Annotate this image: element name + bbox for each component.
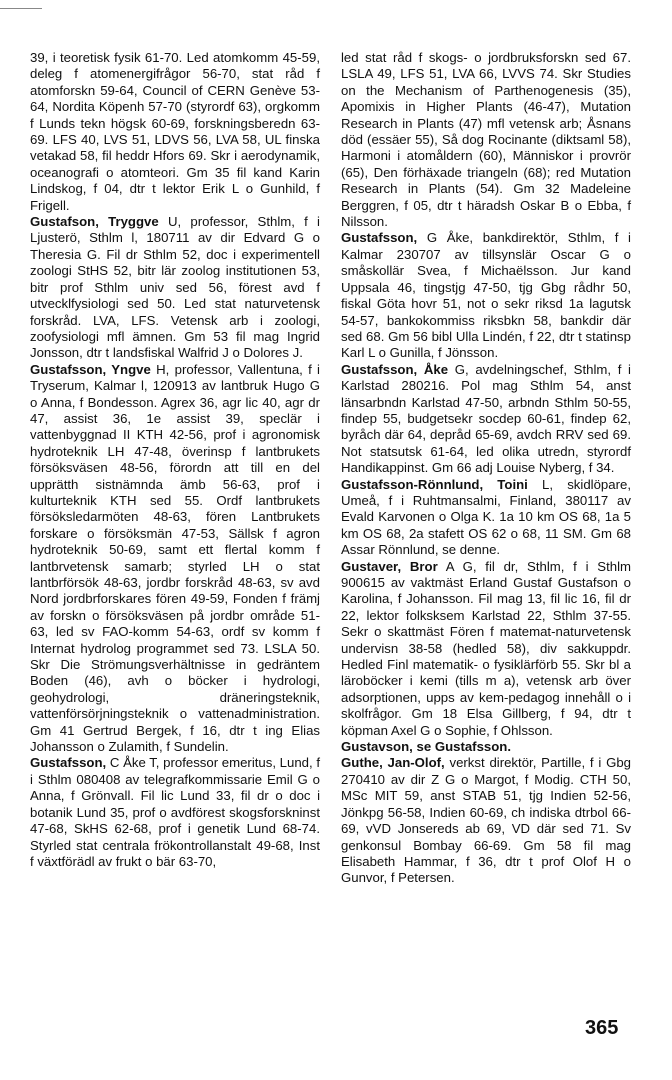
left-column	[30, 50, 320, 870]
entry-text: 39, i teoretisk fysik 61-70. Led atomkomm 45-59, deleg f atomenergifrågor 56-70, stat råd f atomforskn 59-64, Council of CERN Genève 53-64, Nordita Köpenh 57-70 (styrordf 63), orgkomm f Lunds tekn högsk 60-69, forskningsberedn 63-69. LFS 40, LVS 51, LDVS 56, LVA 58, UL finska vetakad 58, fil heddr Hfors 69. Skr i aerodynamik, oceanografi o atomteori. Gm 35 fil kand Karin Lindskog, f 04, dtr t lektor Erik L o Gunhild, f Frigell.	[30, 50, 320, 213]
top-rule	[0, 8, 42, 9]
entry-name: Gustafsson-Rönnlund, Toini	[341, 476, 528, 492]
entry-text: led stat råd f skogs- o jordbruksforskn sed 67. LSLA 49, LFS 51, LVA 66, LVVS 74. Skr Studies on the Mechanism of Parthenogenesis (35), Apomixis in Higher Plants (46-47), Mutation Research in Plants (47) mfl vetensk arb; Åsnans död (essäer 55), Så dog Rocinante (diktsaml 58), Harmoni i atomåldern (60), Människor i provrör (65), Den förhäxade triangeln (68); red Mutation Research in Plants (54). Gm 32 Madeleine Berggren, f 05, dtr t häradsh Oskar B o Ebba, f Nilsson.	[341, 50, 631, 230]
entry-text: U, professor, Sthlm, f i Ljusterö, Sthlm l, 180711 av dir Edvard G o Theresia G. Fil dr Sthlm 52, doc i experimentell zoologi StHS 52, bitr lär zoolog institutionen 53, bitr prof Sthlm univ sed 56, förest avd f utvecklfysiologi sed 50. Led stat naturvetensk forskråd. LVA, LFS. Vetensk arb i zoologi, zoofysiologi mfl ämnen. Gm 53 fil mag Ingrid Jonsson, dtr t landsfiskal Walfrid J o Dolores J.	[30, 214, 320, 361]
right-column	[341, 50, 631, 887]
entry-text: C Åke T, professor emeritus, Lund, f i Sthlm 080408 av telegrafkommissarie Emil G o Anna, f Grönvall. Fil lic Lund 33, fil dr o doc i botanik Lund 35, prof o avdförest skogsforskninst 47-68, SkHS 62-68, prof i genetik Lund 68-74. Styrled stat centrala frökontrollanstalt 49-68, Inst f växtförädl av frukt o bär 63-70,	[30, 755, 320, 869]
page-number: 365	[585, 1017, 619, 1039]
entry-name: Guthe, Jan-Olof,	[341, 755, 445, 771]
entry-text: verkst direktör, Partille, f i Gbg 270410 av dir Z G o Margot, f Modig. CTH 50, MSc MIT 59, anst STAB 51, tjg Indien 52-56, Jönkpg 56-58, Indien 60-69, ch indiska dtrbol 66-69, vVD Jonsereds ab 69, VD där sed 71. Sv genkonsul Bombay 66-69. Gm 58 fil mag Elisabeth Hammar, f 36, dtr t prof Olof H o Gunvor, f Petersen.	[341, 755, 631, 886]
entry-gustafsson-yngve	[30, 362, 320, 756]
entry-text: L, skidlöpare, Umeå, f i Ruhtmansalmi, Finland, 380117 av Evald Karvonen o Olga K. 1a 10 km OS 68, 1a 5 km OS 68, 2a stafett OS 62 o 68, 11 SM. Gm 68 Assar Rönnlund, se denne.	[341, 476, 631, 558]
entry-name: Gustafson, Tryggve	[30, 214, 159, 230]
entry-guthe-jan-olof	[341, 755, 631, 886]
entry-text: G, avdelningschef, Sthlm, f i Karlstad 280216. Pol mag Sthlm 54, anst länsarbndn Karlstad 47-50, arbndn Sthlm 50-55, findep 55, budgetsekr socdep 60-61, findep 62, byråch där 64, depråd 65-69, avdch RRV sed 69. Not statsutsk 61-64, led olika utredn, styrordf Handikappinst. Gm 66 adj Louise Nyberg, f 34.	[341, 361, 631, 476]
entry-continuation-right	[341, 50, 631, 230]
entry-name: Gustavson, se Gustafsson.	[341, 739, 512, 755]
entry-gustafsson-ronnlund-toini	[341, 477, 631, 559]
entry-gustavson-reference	[341, 739, 631, 755]
entry-name: Gustafsson, Åke	[341, 361, 449, 377]
entry-gustafson-tryggve	[30, 214, 320, 362]
entry-gustaver-bror	[341, 559, 631, 739]
entry-text: G Åke, bankdirektör, Sthlm, f i Kalmar 230707 av tillsynslär Oscar G o småskollär Svea, f Michaëlsson. Jur kand Uppsala 46, tingstjg 47-50, tjg Gbg rådhr 50, fiskal Göta hovr 51, not o sekr riksd 1a lagutsk 54-57, bankokommiss riksbkn 58, bankdir där sed 68. Gm 56 bibl Ulla Lindén, f 22, dtr t statinsp Karl L o Gunilla, f Jönsson.	[341, 230, 631, 361]
entry-name: Gustafsson,	[341, 230, 418, 246]
entry-gustafsson-ake	[341, 362, 631, 477]
entry-name: Gustaver, Bror	[341, 558, 438, 574]
entry-text: H, professor, Vallentuna, f i Tryserum, Kalmar l, 120913 av lantbruk Hugo G o Anna, f Bondesson. Agrex 36, agr lic 40, agr dr 47, assist 36, 1e assist 39, speclär i vattenbyggnad II KTH 42-56, prof i agronomisk hydroteknik LH 47-48, överinsp f lantbrukets försöksväsen 48-56, förordn att till en del upprätth sistnämnda ämb 56-63, prof i kulturteknik KTH sed 55. Ordf lantbrukets försöksledarmöten 48-63, fören Lantbrukets forskare o försöksmän 47-53, Sällsk f agron hydroteknik 50-69, samt ett flertal komm f lantbrvetensk samarb; styrled LH o stat lantbrförsök 48-63, jordbr forskråd 48-63, sv avd Nord jordbrforskares fören 49-59, Fonden f främj av forskn o försöksväsen på jordbr områdе 51-63, led sv FAO-komm 54-63, ordf sv komm f Internat hydrolog programmet sed 73. LSLA 50. Skr Die Strömungsverhältnisse in gedräntem Boden (46), avh o böcker i hydrologi, geohydrologi, dräneringsteknik, vattenförsörjningsteknik o vattenadministration. Gm 41 Gertrud Bergek, f 16, dtr t ing Elias Johansson o Zulamith, f Sundelin.	[30, 361, 320, 755]
entry-gustafsson-g-ake	[341, 230, 631, 361]
entry-name: Gustafsson,	[30, 755, 107, 771]
entry-text: A G, fil dr, Sthlm, f i Sthlm 900615 av vaktmäst Erland Gustaf Gustafson o Karolina, f Johansson. Fil mag 13, fil lic 16, fil dr 22, lektor folksksem Karlstad 22, Sthlm 37-55. Sekr o skattmäst Fören f matemat-naturvetensk undervisn 38-58 (hedled 58), div sakkuppdr. Hedled Finl matematik- o fysiklärförb 55. Skr bl a läroböcker i kemi (tills m a), vetensk arb över adsorptionen, upps av kem-pedagog innehåll o i skolfrågor. Gm 18 Elsa Gillberg, f 94, dtr t köpman Axel G o Sophie, f Ohlsson.	[341, 558, 632, 738]
entry-gustafsson-c-ake	[30, 755, 320, 870]
entry-name: Gustafsson, Yngve	[30, 361, 151, 377]
entry-continuation-left	[30, 50, 320, 214]
